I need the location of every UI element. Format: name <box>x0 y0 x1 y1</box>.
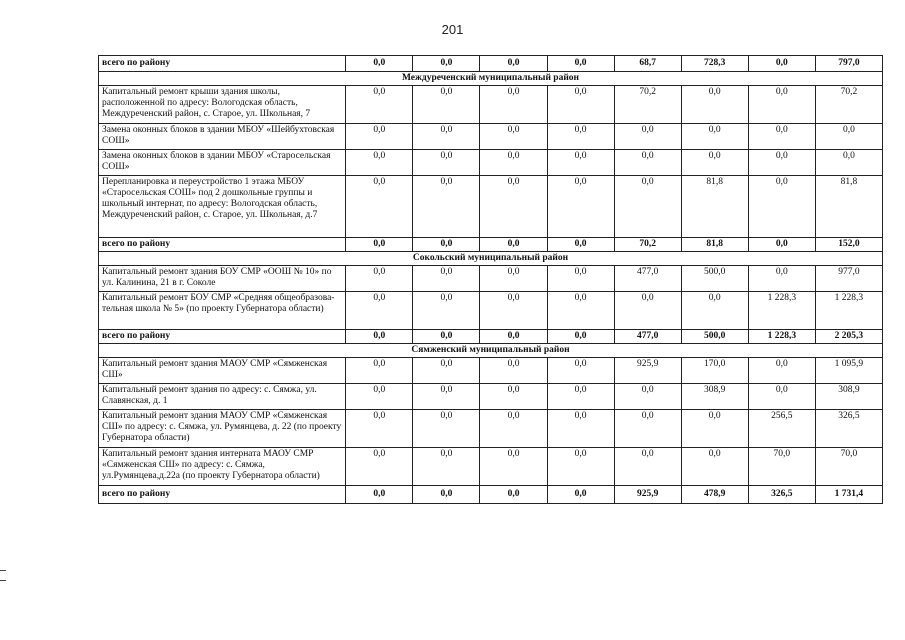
project-name: Капитальный ремонт здания МАОУ СМР «Сямженская СШ» <box>99 358 346 384</box>
district-name: Сямженский муниципальный район <box>99 344 883 358</box>
value-cell: 0,0 <box>346 384 413 410</box>
table-row <box>99 448 883 486</box>
value-cell: 1 228,3 <box>748 292 815 330</box>
value-cell: 0,0 <box>346 56 413 72</box>
value-cell: 0,0 <box>748 176 815 238</box>
value-cell: 0,0 <box>480 410 547 448</box>
value-cell: 0,0 <box>748 124 815 150</box>
value-cell: 0,0 <box>413 410 480 448</box>
value-cell: 0,0 <box>547 176 614 238</box>
value-cell: 0,0 <box>480 56 547 72</box>
value-cell: 0,0 <box>681 124 748 150</box>
value-cell: 0,0 <box>413 56 480 72</box>
value-cell: 500,0 <box>681 266 748 292</box>
district-header-row <box>99 72 883 86</box>
district-total-row <box>99 56 883 72</box>
value-cell: 0,0 <box>547 486 614 504</box>
value-cell: 797,0 <box>815 56 882 72</box>
value-cell: 81,8 <box>681 176 748 238</box>
value-cell: 0,0 <box>681 448 748 486</box>
total-label: всего по району <box>99 238 346 252</box>
value-cell: 308,9 <box>815 384 882 410</box>
value-cell: 0,0 <box>547 266 614 292</box>
value-cell: 0,0 <box>547 410 614 448</box>
value-cell: 0,0 <box>547 56 614 72</box>
value-cell: 0,0 <box>681 86 748 124</box>
value-cell: 0,0 <box>547 238 614 252</box>
value-cell: 1 228,3 <box>815 292 882 330</box>
value-cell: 0,0 <box>681 410 748 448</box>
page-number: 201 <box>441 22 464 37</box>
value-cell: 0,0 <box>346 486 413 504</box>
value-cell: 0,0 <box>480 124 547 150</box>
value-cell: 0,0 <box>413 384 480 410</box>
value-cell: 0,0 <box>547 292 614 330</box>
value-cell: 0,0 <box>480 384 547 410</box>
value-cell: 477,0 <box>614 330 681 344</box>
district-total-row <box>99 330 883 344</box>
value-cell: 0,0 <box>346 358 413 384</box>
value-cell: 1 731,4 <box>815 486 882 504</box>
value-cell: 0,0 <box>547 384 614 410</box>
value-cell: 0,0 <box>413 448 480 486</box>
total-label: всего по району <box>99 486 346 504</box>
value-cell: 0,0 <box>748 266 815 292</box>
total-label: всего по району <box>99 330 346 344</box>
district-name: Сокольский муниципальный район <box>99 252 883 266</box>
value-cell: 0,0 <box>413 330 480 344</box>
district-name: Междуреченский муниципальный район <box>99 72 883 86</box>
value-cell: 925,9 <box>614 358 681 384</box>
value-cell: 477,0 <box>614 266 681 292</box>
value-cell: 0,0 <box>346 448 413 486</box>
value-cell: 0,0 <box>346 176 413 238</box>
value-cell: 0,0 <box>413 150 480 176</box>
value-cell: 0,0 <box>346 292 413 330</box>
value-cell: 0,0 <box>748 384 815 410</box>
value-cell: 0,0 <box>815 124 882 150</box>
value-cell: 0,0 <box>413 176 480 238</box>
value-cell: 0,0 <box>480 292 547 330</box>
value-cell: 2 205,3 <box>815 330 882 344</box>
value-cell: 0,0 <box>346 330 413 344</box>
project-name: Капитальный ремонт здания по адресу: с. Сямжа, ул. Славянская, д. 1 <box>99 384 346 410</box>
value-cell: 0,0 <box>346 86 413 124</box>
value-cell: 0,0 <box>480 176 547 238</box>
value-cell: 0,0 <box>346 266 413 292</box>
project-name: Капитальный ремонт здания БОУ СМР «ООШ № 10» по ул. Калинина, 21 в г. Соколе <box>99 266 346 292</box>
value-cell: 70,0 <box>815 448 882 486</box>
value-cell: 0,0 <box>480 238 547 252</box>
value-cell: 0,0 <box>547 358 614 384</box>
district-header-row <box>99 252 883 266</box>
value-cell: 0,0 <box>346 124 413 150</box>
value-cell: 500,0 <box>681 330 748 344</box>
value-cell: 0,0 <box>480 150 547 176</box>
table-row <box>99 358 883 384</box>
value-cell: 0,0 <box>748 238 815 252</box>
value-cell: 0,0 <box>681 150 748 176</box>
value-cell: 0,0 <box>614 150 681 176</box>
value-cell: 0,0 <box>413 358 480 384</box>
table-row <box>99 124 883 150</box>
value-cell: 0,0 <box>748 358 815 384</box>
value-cell: 0,0 <box>346 150 413 176</box>
margin-mark <box>0 570 6 571</box>
value-cell: 68,7 <box>614 56 681 72</box>
value-cell: 0,0 <box>547 86 614 124</box>
value-cell: 0,0 <box>413 124 480 150</box>
district-total-row <box>99 486 883 504</box>
value-cell: 0,0 <box>480 486 547 504</box>
value-cell: 0,0 <box>748 150 815 176</box>
district-header-row <box>99 344 883 358</box>
margin-mark <box>0 580 6 581</box>
table-row <box>99 384 883 410</box>
value-cell: 0,0 <box>480 266 547 292</box>
value-cell: 0,0 <box>547 330 614 344</box>
value-cell: 0,0 <box>346 410 413 448</box>
value-cell: 70,2 <box>614 86 681 124</box>
project-name: Перепланировка и переустройство 1 этажа МБОУ «Старосельская СОШ» под 2 дошкольные группы и школьный интернат, по адресу: Вологодская область, Междуреченский район, с. Старое, ул. Школьная, д.7 <box>99 176 346 238</box>
project-name: Капитальный ремонт БОУ СМР «Средняя общеобразова-тельная школа № 5» (по проекту Губернатора области) <box>99 292 346 330</box>
value-cell: 0,0 <box>413 238 480 252</box>
value-cell: 70,2 <box>614 238 681 252</box>
value-cell: 0,0 <box>413 292 480 330</box>
value-cell: 0,0 <box>547 448 614 486</box>
value-cell: 256,5 <box>748 410 815 448</box>
value-cell: 728,3 <box>681 56 748 72</box>
value-cell: 0,0 <box>480 86 547 124</box>
value-cell: 0,0 <box>748 56 815 72</box>
value-cell: 925,9 <box>614 486 681 504</box>
value-cell: 326,5 <box>815 410 882 448</box>
table-row <box>99 266 883 292</box>
value-cell: 70,0 <box>748 448 815 486</box>
project-name: Замена оконных блоков в здании МБОУ «Старосельская СОШ» <box>99 150 346 176</box>
value-cell: 0,0 <box>413 266 480 292</box>
value-cell: 170,0 <box>681 358 748 384</box>
project-name: Замена оконных блоков в здании МБОУ «Шейбухтовская СОШ» <box>99 124 346 150</box>
value-cell: 0,0 <box>614 124 681 150</box>
district-total-row <box>99 238 883 252</box>
value-cell: 977,0 <box>815 266 882 292</box>
value-cell: 0,0 <box>547 124 614 150</box>
value-cell: 478,9 <box>681 486 748 504</box>
table-row <box>99 410 883 448</box>
value-cell: 0,0 <box>681 292 748 330</box>
value-cell: 308,9 <box>681 384 748 410</box>
value-cell: 1 095,9 <box>815 358 882 384</box>
value-cell: 152,0 <box>815 238 882 252</box>
value-cell: 0,0 <box>480 330 547 344</box>
project-name: Капитальный ремонт крыши здания школы, расположенной по адресу: Вологодская область, Междуреченский район, с. Старое, ул. Школьная, 7 <box>99 86 346 124</box>
value-cell: 0,0 <box>614 384 681 410</box>
value-cell: 0,0 <box>614 292 681 330</box>
value-cell: 70,2 <box>815 86 882 124</box>
table-row <box>99 176 883 238</box>
value-cell: 0,0 <box>547 150 614 176</box>
value-cell: 0,0 <box>480 358 547 384</box>
value-cell: 0,0 <box>815 150 882 176</box>
table-row <box>99 150 883 176</box>
value-cell: 81,8 <box>681 238 748 252</box>
value-cell: 0,0 <box>614 448 681 486</box>
table-row <box>99 292 883 330</box>
value-cell: 0,0 <box>748 86 815 124</box>
value-cell: 1 228,3 <box>748 330 815 344</box>
value-cell: 0,0 <box>413 486 480 504</box>
table-row <box>99 86 883 124</box>
value-cell: 0,0 <box>614 176 681 238</box>
value-cell: 0,0 <box>614 410 681 448</box>
project-name: Капитальный ремонт здания интерната МАОУ СМР «Сямженская СШ» по адресу: с. Сямжа, ул.Румянцева,д.22а (по проекту Губернатора области) <box>99 448 346 486</box>
total-label: всего по району <box>99 56 346 72</box>
value-cell: 0,0 <box>480 448 547 486</box>
budget-table <box>98 55 883 504</box>
value-cell: 0,0 <box>346 238 413 252</box>
value-cell: 326,5 <box>748 486 815 504</box>
project-name: Капитальный ремонт здания МАОУ СМР «Сямженская СШ» по адресу: с. Сямжа, ул. Румянцева, д. 22 (по проекту Губернатора области) <box>99 410 346 448</box>
value-cell: 0,0 <box>413 86 480 124</box>
value-cell: 81,8 <box>815 176 882 238</box>
